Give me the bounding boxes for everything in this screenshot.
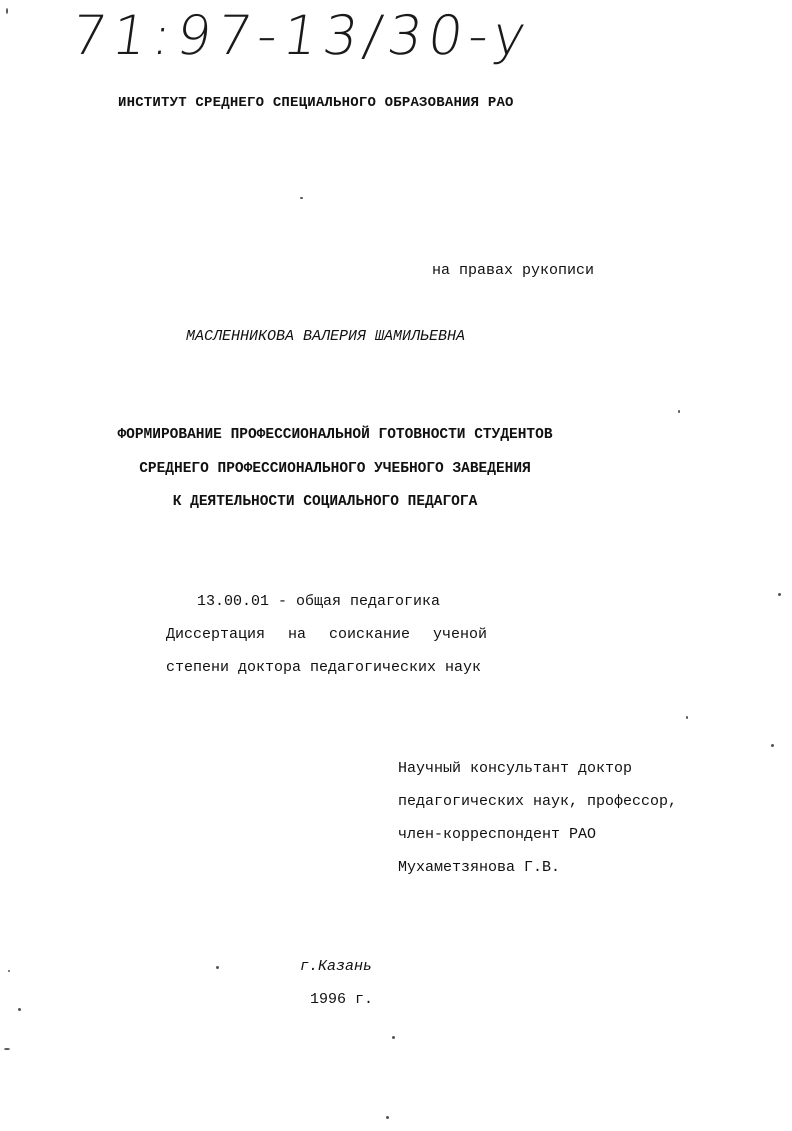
manuscript-rights-note: на правах рукописи xyxy=(432,262,595,279)
dissertation-title-line-1: ФОРМИРОВАНИЕ ПРОФЕССИОНАЛЬНОЙ ГОТОВНОСТИ СТУДЕНТОВ xyxy=(117,427,553,443)
scan-speck xyxy=(216,966,219,969)
author-name: МАСЛЕННИКОВА ВАЛЕРИЯ ШАМИЛЬЕВНА xyxy=(186,328,466,345)
handwritten-stamp-code: 71:97-13/30-y xyxy=(67,4,536,67)
dissertation-statement: Диссертация на соискание ученой xyxy=(166,626,488,643)
consultant-line-2: педагогических наук, профессор, xyxy=(398,793,678,810)
institute-name: ИНСТИТУТ СРЕДНЕГО СПЕЦИАЛЬНОГО ОБРАЗОВАНИЯ РАО xyxy=(118,95,514,111)
scan-speck xyxy=(18,1008,21,1011)
scan-speck xyxy=(392,1036,395,1039)
specialty-code: 13.00.01 - общая педагогика xyxy=(197,593,441,610)
scan-speck xyxy=(6,8,8,14)
scan-speck xyxy=(686,716,688,719)
dissertation-title-line-2: СРЕДНЕГО ПРОФЕССИОНАЛЬНОГО УЧЕБНОГО ЗАВЕДЕНИЯ xyxy=(139,461,531,477)
scan-speck xyxy=(8,970,10,972)
scan-speck xyxy=(678,410,680,413)
dissertation-title-line-3: К ДЕЯТЕЛЬНОСТИ СОЦИАЛЬНОГО ПЕДАГОГА xyxy=(172,494,478,510)
scan-speck xyxy=(771,744,774,747)
scan-speck xyxy=(300,197,303,199)
scan-speck xyxy=(4,1048,10,1050)
consultant-line-3: член-корреспондент РАО xyxy=(398,826,597,843)
consultant-name: Мухаметзянова Г.В. xyxy=(398,859,561,876)
city: г.Казань xyxy=(300,958,373,975)
scan-speck xyxy=(386,1116,389,1119)
consultant-line-1: Научный консультант доктор xyxy=(398,760,633,777)
year: 1996 г. xyxy=(310,991,374,1008)
scan-speck xyxy=(778,593,781,596)
degree-statement: степени доктора педагогических наук xyxy=(166,659,482,676)
